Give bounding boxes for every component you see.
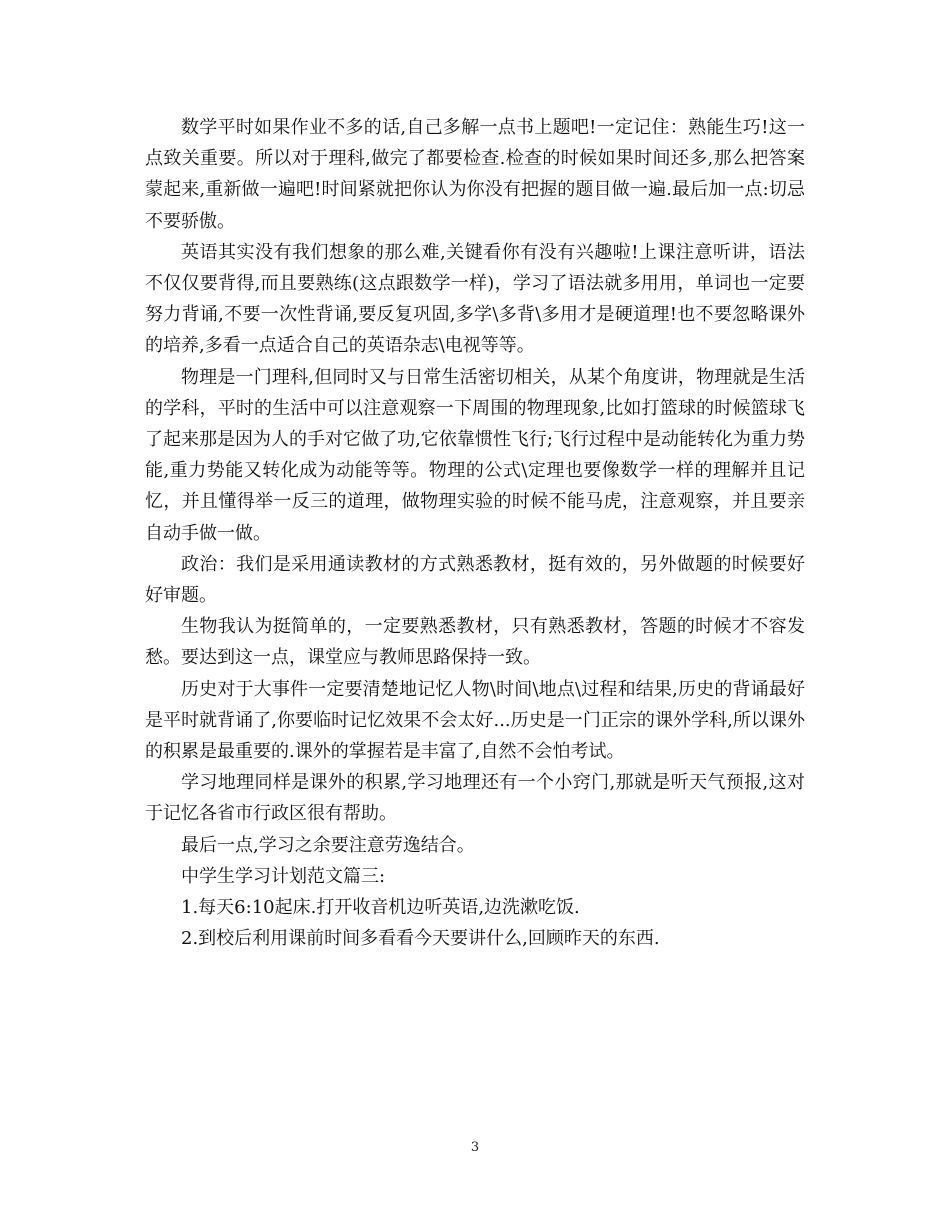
paragraph-history: 历史对于大事件一定要清楚地记忆人物\时间\地点\过程和结果,历史的背诵最好是平时就背诵了,你要临时记忆效果不会太好...历史是一门正宗的课外学科,所以课外的积累是最重要的.课外的掌握若是丰富了,自然不会怕考试。 bbox=[145, 678, 805, 763]
paragraph-politics: 政治：我们是采用通读教材的方式熟悉教材，挺有效的，另外做题的时候要好好审题。 bbox=[145, 553, 805, 607]
list-item: 2.到校后利用课前时间多看看今天要讲什么,回顾昨天的东西. bbox=[181, 928, 660, 950]
paragraph-rest: 最后一点,学习之余要注意劳逸结合。 bbox=[181, 834, 475, 856]
paragraph-math: 数学平时如果作业不多的话,自己多解一点书上题吧!一定记住：熟能生巧!这一点致关重要。所以对于理科,做完了都要检查.检查的时候如果时间还多,那么把答案蒙起来,重新做一遍吧!时间紧就把你认为你没有把握的题目做一遍.最后加一点:切忌不要骄傲。 bbox=[145, 117, 805, 232]
document-body bbox=[145, 112, 805, 954]
paragraph-biology: 生物我认为挺简单的，一定要熟悉教材，只有熟悉教材，答题的时候才不容发愁。要达到这一点，课堂应与教师思路保持一致。 bbox=[145, 616, 805, 669]
list-item: 1.每天6:10起床.打开收音机边听英语,边洗漱吃饭. bbox=[181, 897, 580, 919]
page-number: 3 bbox=[470, 1140, 480, 1155]
paragraph-physics: 物理是一门理科,但同时又与日常生活密切相关，从某个角度讲，物理就是生活的学科，平时的生活中可以注意观察一下周围的物理现象,比如打篮球的时候篮球飞了起来那是因为人的手对它做了功,它依靠惯性飞行;飞行过程中是动能转化为重力势能,重力势能又转化成为动能等等。物理的公式\定理也要像数学一样的理解并且记忆，并且懂得举一反三的道理，做物理实验的时候不能马虎，注意观察，并且要亲自动手做一做。 bbox=[145, 366, 805, 544]
section-heading: 中学生学习计划范文篇三: bbox=[181, 865, 386, 887]
paragraph-geography: 学习地理同样是课外的积累,学习地理还有一个小窍门,那就是听天气预报,这对于记忆各省市行政区很有帮助。 bbox=[145, 772, 805, 825]
paragraph-english: 英语其实没有我们想象的那么难,关键看你有没有兴趣啦!上课注意听讲，语法不仅仅要背得,而且要熟练(这点跟数学一样)，学习了语法就多用用，单词也一定要努力背诵,不要一次性背诵,要反复巩固,多学\多背\多用才是硬道理!也不要忽略课外的培养,多看一点适合自己的英语杂志\电视等等。 bbox=[145, 241, 805, 357]
